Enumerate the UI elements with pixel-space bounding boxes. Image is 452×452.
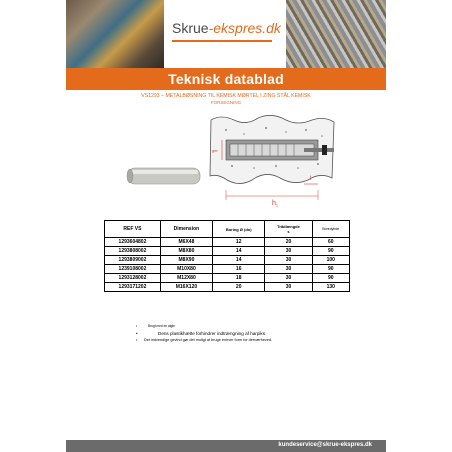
note-text: Brugt med en atgle bbox=[148, 324, 175, 328]
logo-name-accent: -ekspres.dk bbox=[208, 20, 281, 36]
cell-ref: 1293809002 bbox=[105, 256, 161, 265]
col-traadlaengde bbox=[265, 221, 312, 238]
table-row bbox=[105, 265, 350, 274]
table-row bbox=[105, 247, 350, 256]
datasheet-page bbox=[66, 0, 386, 452]
banner-title: Teknisk datablad bbox=[168, 71, 284, 87]
cell-boring: 14 bbox=[212, 247, 264, 256]
col-boredybde: Boredybde bbox=[312, 221, 349, 238]
product-subtitle: FORSEGNING bbox=[210, 100, 242, 105]
col-traadlaengde-line1: Trådlængde bbox=[277, 224, 300, 229]
cell-ref: 1293604802 bbox=[105, 238, 161, 247]
logo[interactable] bbox=[164, 0, 286, 68]
cell-traad: 30 bbox=[265, 247, 312, 256]
note-text: Dens plastikhætte forhindrer indtrængning af harpiks bbox=[158, 331, 265, 336]
bullet-icon: • bbox=[136, 331, 138, 336]
cell-dimension: M8X80 bbox=[160, 247, 212, 256]
l-label: l bbox=[310, 176, 312, 182]
logo-underline bbox=[172, 40, 272, 42]
cell-traad: 30 bbox=[265, 274, 312, 283]
anchor-sleeve bbox=[230, 144, 314, 156]
feature-notes bbox=[136, 323, 376, 344]
h1-label: $h_1$ bbox=[272, 200, 279, 208]
cell-traad: 30 bbox=[265, 265, 312, 274]
cell-dimension: M10X80 bbox=[160, 265, 212, 274]
technical-drawing bbox=[126, 108, 341, 213]
cell-dimension: M8X90 bbox=[160, 256, 212, 265]
title-banner bbox=[66, 68, 386, 90]
cell-traad: 30 bbox=[265, 256, 312, 265]
cell-boredybde: 90 bbox=[312, 265, 349, 274]
cell-boredybde: 130 bbox=[312, 283, 349, 292]
bullet-icon: • bbox=[136, 324, 138, 328]
cell-boredybde: 90 bbox=[312, 247, 349, 256]
sleeve-product-view bbox=[127, 168, 200, 184]
cell-traad: 20 bbox=[265, 238, 312, 247]
h1-subscript: 1 bbox=[275, 202, 279, 208]
note-item bbox=[136, 323, 376, 330]
cell-boring: 12 bbox=[212, 238, 264, 247]
spec-table-header bbox=[105, 221, 350, 238]
cell-boring: 18 bbox=[212, 274, 264, 283]
cell-ref: 1293128002 bbox=[105, 274, 161, 283]
footer-bar bbox=[66, 440, 386, 452]
col-dimension: Dimension bbox=[160, 221, 212, 238]
note-item bbox=[136, 337, 376, 344]
cell-boring: 20 bbox=[212, 283, 264, 292]
cell-ref: 1293171202 bbox=[105, 283, 161, 292]
cell-ref: 1293808002 bbox=[105, 247, 161, 256]
table-row bbox=[105, 238, 350, 247]
bullet-icon: • bbox=[136, 338, 138, 342]
cell-dimension: M6X48 bbox=[160, 238, 212, 247]
col-boring: Boring Ø (do) bbox=[212, 221, 264, 238]
tools-photo bbox=[66, 0, 164, 68]
screws-photo bbox=[286, 0, 386, 68]
cell-boredybde: 60 bbox=[312, 238, 349, 247]
ger-label: ger bbox=[212, 148, 218, 153]
cell-dimension: M12X80 bbox=[160, 274, 212, 283]
product-title: VS1293 – METALBØSNING TIL KEMISK MØRTEL I ZING STÅL KEMISK bbox=[141, 93, 311, 99]
logo-name-main: Skrue bbox=[172, 20, 209, 36]
spec-table bbox=[104, 220, 350, 292]
threaded-rod bbox=[304, 148, 334, 152]
table-row bbox=[105, 274, 350, 283]
note-text: Det indvendige gevind gør det muligt at bruge enhver form for derværheved. bbox=[144, 338, 273, 342]
col-traadlaengde-line2: s bbox=[287, 229, 290, 234]
cell-boredybde: 90 bbox=[312, 274, 349, 283]
nut bbox=[322, 145, 327, 155]
cell-boredybde: 100 bbox=[312, 256, 349, 265]
table-row bbox=[105, 256, 350, 265]
cell-dimension: M16X120 bbox=[160, 283, 212, 292]
logo-text bbox=[172, 20, 281, 36]
header bbox=[66, 0, 386, 68]
note-item bbox=[136, 330, 376, 337]
cell-boring: 16 bbox=[212, 265, 264, 274]
cell-ref: 1239108002 bbox=[105, 265, 161, 274]
cell-traad: 30 bbox=[265, 283, 312, 292]
table-row bbox=[105, 283, 350, 292]
footer-email-link[interactable]: kundeservice@skrue-ekspres.dk bbox=[278, 442, 372, 448]
cell-boring: 14 bbox=[212, 256, 264, 265]
col-ref-vs: REF VS bbox=[105, 221, 161, 238]
